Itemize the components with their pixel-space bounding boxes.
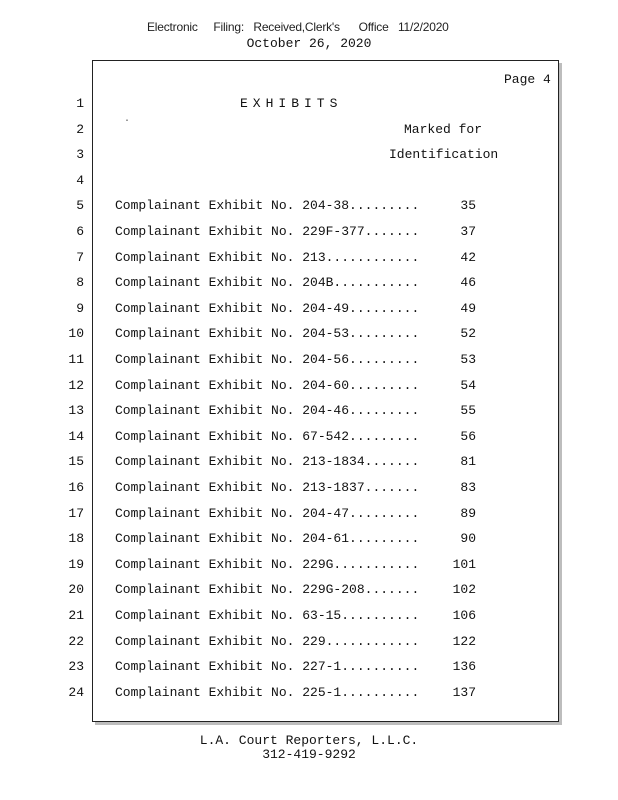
- line-number: 4: [76, 172, 84, 188]
- line-number: 20: [68, 582, 84, 598]
- footer-phone: 312-419-9292: [262, 747, 356, 762]
- line-number: 21: [68, 608, 84, 623]
- line-number: 12: [68, 377, 84, 393]
- transcript-line: [0, 685, 618, 705]
- exhibit-page: 35: [460, 198, 476, 214]
- transcript-line: [0, 557, 618, 577]
- line-number: 3: [76, 147, 84, 163]
- exhibit-page: 102: [452, 582, 476, 598]
- line-number: 2: [76, 121, 84, 137]
- exhibit-label: Complainant Exhibit No. 204-53.........: [115, 326, 420, 342]
- page-number: Page 4: [504, 72, 551, 87]
- transcript-line: [0, 531, 618, 551]
- exhibit-page: 106: [452, 608, 476, 623]
- transcript-date: October 26, 2020: [246, 36, 372, 51]
- exhibit-page: 42: [460, 249, 476, 265]
- exhibit-label: Complainant Exhibit No. 213-1837.......: [115, 480, 420, 495]
- line-number: 24: [68, 684, 84, 700]
- transcript-line: [0, 352, 618, 372]
- exhibit-label: Complainant Exhibit No. 204-56.........: [115, 352, 420, 367]
- transcript-line: [0, 454, 618, 474]
- line-number: 16: [68, 480, 84, 495]
- exhibit-page: 53: [460, 352, 476, 367]
- exhibit-label: Complainant Exhibit No. 204-38.........: [115, 198, 420, 214]
- transcript-line: [0, 96, 618, 116]
- exhibit-label: Complainant Exhibit No. 229G-208.......: [115, 582, 420, 598]
- exhibit-page: 83: [460, 480, 476, 495]
- transcript-line: [0, 608, 618, 628]
- line-number: 14: [68, 428, 84, 444]
- transcript-line: [0, 403, 618, 423]
- exhibit-label: Complainant Exhibit No. 227-1..........: [115, 659, 420, 675]
- exhibit-label: Complainant Exhibit No. 67-542.........: [115, 428, 420, 444]
- exhibit-label: Complainant Exhibit No. 229............: [115, 633, 420, 649]
- exhibit-label: Complainant Exhibit No. 229G...........: [115, 556, 420, 572]
- line-number: 1: [76, 96, 84, 111]
- exhibit-label: Complainant Exhibit No. 213-1834.......: [115, 454, 420, 470]
- transcript-line: [0, 634, 618, 654]
- exhibit-page: 90: [460, 531, 476, 547]
- transcript-line: [0, 198, 618, 218]
- exhibit-page: 55: [460, 403, 476, 419]
- transcript-line: [0, 582, 618, 602]
- transcript-line: [0, 429, 618, 449]
- exhibit-page: 49: [460, 300, 476, 316]
- stray-mark: ·: [124, 115, 131, 127]
- line-number: 17: [68, 505, 84, 521]
- line-number: 11: [68, 352, 84, 367]
- column-header-identification: Identification: [389, 147, 499, 163]
- transcript-line: [0, 480, 618, 500]
- transcript-line: [0, 224, 618, 244]
- exhibit-label: Complainant Exhibit No. 204-46.........: [115, 403, 420, 419]
- transcript-line: [0, 115, 618, 142]
- transcript-line: [0, 173, 618, 193]
- transcript-line: [0, 250, 618, 270]
- transcript-line: [0, 506, 618, 526]
- exhibit-page: 46: [460, 275, 476, 291]
- exhibits-title: EXHIBITS: [240, 96, 343, 111]
- transcript-line: [0, 659, 618, 679]
- transcript-line: [0, 275, 618, 295]
- line-number: 18: [68, 531, 84, 547]
- line-number: 23: [68, 659, 84, 675]
- exhibit-page: 52: [460, 326, 476, 342]
- exhibit-page: 89: [460, 505, 476, 521]
- transcript-line: [0, 326, 618, 346]
- line-number: 6: [76, 224, 84, 239]
- exhibit-label: Complainant Exhibit No. 63-15..........: [115, 608, 420, 623]
- exhibit-page: 81: [460, 454, 476, 470]
- exhibit-label: Complainant Exhibit No. 204B...........: [115, 275, 420, 291]
- line-number: 15: [68, 454, 84, 470]
- line-number: 22: [68, 633, 84, 649]
- line-number: 13: [68, 403, 84, 419]
- exhibit-label: Complainant Exhibit No. 204-49.........: [115, 300, 420, 316]
- exhibit-page: 56: [460, 428, 476, 444]
- column-header-marked: Marked for: [404, 121, 483, 137]
- footer-company: L.A. Court Reporters, L.L.C.: [199, 733, 419, 748]
- exhibit-label: Complainant Exhibit No. 225-1..........: [115, 684, 420, 700]
- exhibit-page: 136: [452, 659, 476, 675]
- exhibit-label: Complainant Exhibit No. 204-47.........: [115, 505, 420, 521]
- line-number: 8: [76, 275, 84, 291]
- line-number: 5: [76, 198, 84, 214]
- transcript-line: [0, 301, 618, 321]
- filing-stamp: Electronic Filing: Received,Clerk's Office 11/2/2020: [147, 20, 449, 34]
- exhibit-page: 37: [460, 224, 476, 239]
- exhibit-page: 101: [452, 556, 476, 572]
- exhibit-label: Complainant Exhibit No. 204-61.........: [115, 531, 420, 547]
- exhibit-label: Complainant Exhibit No. 204-60.........: [115, 377, 420, 393]
- line-number: 19: [68, 556, 84, 572]
- transcript-line: [0, 378, 618, 398]
- line-number: 9: [76, 300, 84, 316]
- line-number: 7: [76, 249, 84, 265]
- exhibit-page: 122: [452, 633, 476, 649]
- exhibit-page: 137: [452, 684, 476, 700]
- line-number: 10: [68, 326, 84, 342]
- exhibit-page: 54: [460, 377, 476, 393]
- transcript-line: [0, 147, 618, 167]
- exhibit-label: Complainant Exhibit No. 213............: [115, 249, 420, 265]
- exhibit-label: Complainant Exhibit No. 229F-377.......: [115, 224, 420, 239]
